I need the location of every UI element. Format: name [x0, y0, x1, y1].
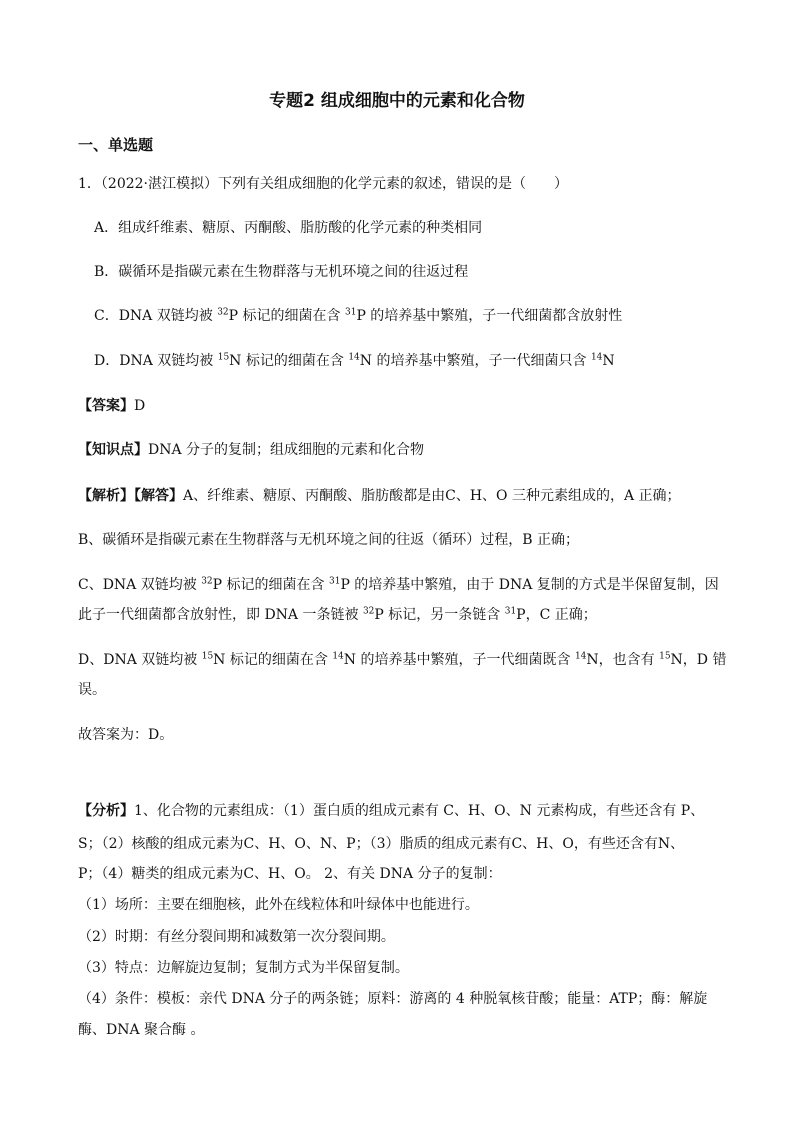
option-b: B．碳循环是指碳元素在生物群落与无机环境之间的往返过程 [94, 264, 469, 280]
notes-line-1: 【分析】1、化合物的元素组成：（1）蛋白质的组成元素有 C、H、O、N 元素构成，有些还含有 P、 [78, 803, 705, 819]
final-answer: 故答案为：D。 [78, 727, 174, 743]
analysis-line-d1: D、DNA 双链均被 $^{15}$N 标记的细菌在含 $^{14}$N 的培养基中繁殖，子一代细菌既含 $^{14}$N，也含有 $^{15}$N，D 错 [78, 651, 727, 668]
knowledge-label: 【知识点】 [78, 442, 148, 458]
page-title: 专题2 组成细胞中的元素和化合物 [269, 91, 525, 111]
notes-line-4: （1）场所：主要在细胞核，此外在线粒体和叶绿体中也能进行。 [78, 897, 479, 913]
notes-line-6: （3）特点：边解旋边复制；复制方式为半保留复制。 [78, 960, 409, 976]
analysis-line-c1: C、DNA 双链均被 $^{32}$P 标记的细菌在含 $^{31}$P 的培养基中繁殖，由于 DNA 复制的方式是半保留复制，因 [78, 576, 719, 593]
answer-value: D [134, 398, 146, 414]
solution-label: 【解答】 [134, 488, 183, 504]
analysis-label: 【解析】 [78, 488, 134, 504]
option-d: D．DNA 双链均被 $^{15}$N 标记的细菌在含 $^{14}$N 的培养基中繁殖，子一代细菌只含 $^{14}$N [94, 352, 615, 369]
section-heading: 一、单选题 [78, 136, 154, 154]
question-number: 1． [78, 176, 101, 192]
answer-label: 【答案】 [78, 398, 134, 414]
question-source: （2022·湛江模拟） [100, 176, 219, 192]
notes-line-5: （2）时期：有丝分裂间期和减数第一次分裂间期。 [78, 929, 395, 945]
question-stem [78, 174, 568, 194]
notes-label: 【分析】 [78, 803, 134, 819]
notes-line-8: 酶、DNA 聚合酶 。 [78, 1022, 205, 1038]
notes-line-7: （4）条件：模板：亲代 DNA 分子的两条链；原料：游离的 4 种脱氧核苷酸；能量：ATP；酶：解旋 [78, 991, 708, 1007]
analysis-line-d2: 误。 [78, 682, 106, 698]
question-text: 下列有关组成细胞的化学元素的叙述，错误的是（ [218, 176, 527, 192]
question-paren-close: ） [554, 176, 569, 192]
option-a: A．组成纤维素、糖原、丙酮酸、脂肪酸的化学元素的种类相同 [94, 220, 483, 236]
answer-line [78, 396, 145, 416]
notes-line-3: P；（4）糖类的组成元素为C、H、O。 2、有关 DNA 分子的复制： [78, 866, 502, 882]
analysis-line-c2: 此子一代细菌都含放射性，即 DNA 一条链被 $^{32}$P 标记，另一条链含 $^{31}$P，C 正确； [78, 606, 597, 623]
analysis-line-b: B、碳循环是指碳元素在生物群落与无机环境之间的往返（循环）过程，B 正确； [78, 532, 580, 548]
option-c: C．DNA 双链均被 $^{32}$P 标记的细菌在含 $^{31}$P 的培养基中繁殖，子一代细菌都含放射性 [94, 307, 623, 324]
notes-line-2: S；（2）核酸的组成元素为C、H、O、N、P；（3）脂质的组成元素有C、H、O，有些还含有N、 [78, 836, 685, 852]
analysis-line-a: 【解析】【解答】A、纤维素、糖原、丙酮酸、脂肪酸都是由C、H、O 三种元素组成的，A 正确； [78, 488, 681, 504]
knowledge-value: DNA 分子的复制；组成细胞的元素和化合物 [148, 442, 425, 458]
knowledge-line [78, 440, 424, 460]
